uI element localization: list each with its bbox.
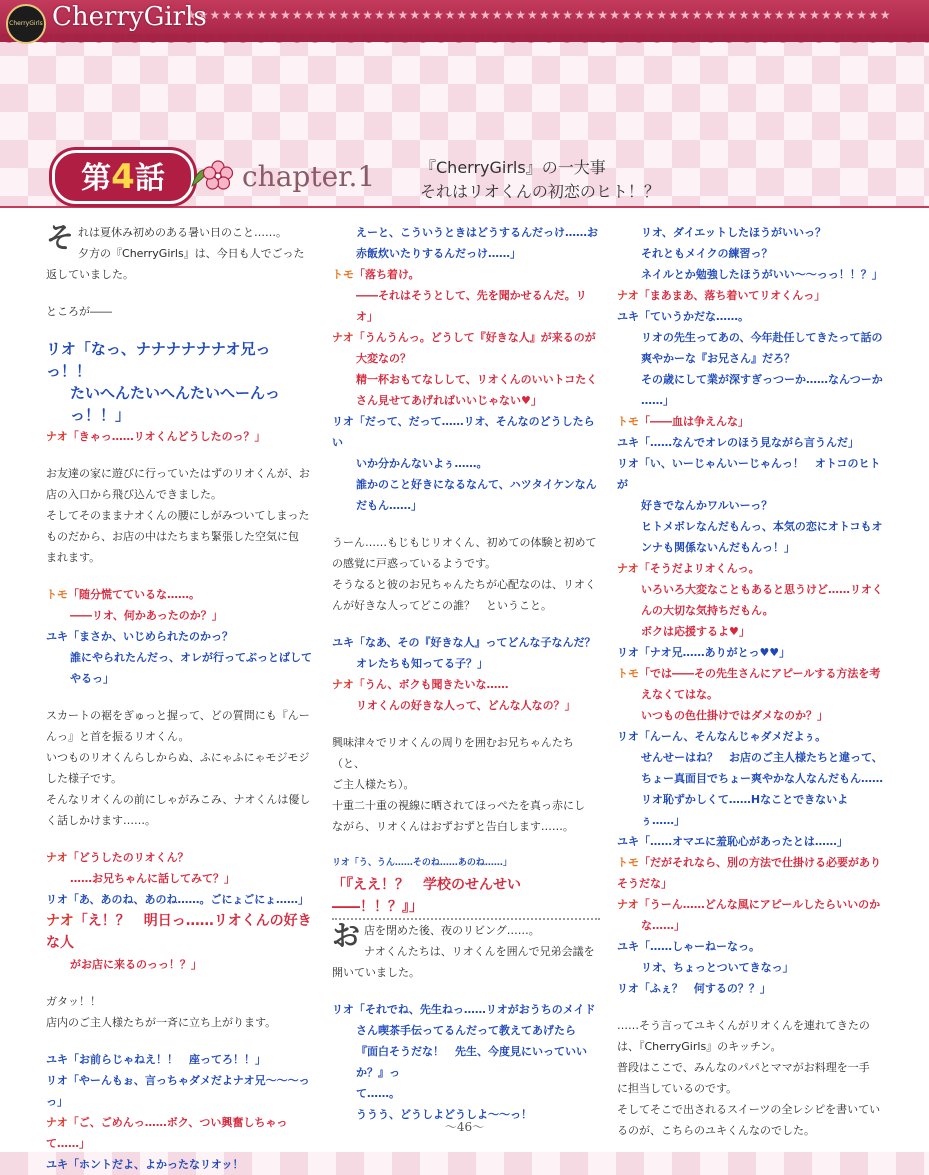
line-text: いろいろ大変なこともあると思うけど……リオく xyxy=(641,583,883,596)
line-text: 返していました。 xyxy=(46,268,134,281)
text-line xyxy=(332,285,600,327)
line-text: 「……オマエに羞恥心があったとは……」 xyxy=(639,835,848,848)
text-line xyxy=(617,537,885,558)
text-line xyxy=(332,732,600,774)
badge-prefix: 第 xyxy=(81,161,112,196)
speaker-label: ナオ xyxy=(617,562,639,575)
text-line xyxy=(46,301,314,322)
line-text: 店を閉めた後、夜のリビング……。 xyxy=(364,924,540,937)
line-text: に担当しているのです。 xyxy=(617,1082,738,1095)
header-scallop xyxy=(0,34,929,50)
text-line xyxy=(617,831,885,852)
text-line xyxy=(617,558,885,579)
speaker-label: ナオ xyxy=(332,331,354,344)
text-line xyxy=(46,526,314,547)
text-line xyxy=(617,705,885,726)
speaker-label: リオ xyxy=(332,858,350,868)
line-text: それともメイクの練習っ？ xyxy=(641,247,773,260)
line-text: ちょー真面目でちょー爽やかな人なんだもん…… xyxy=(641,772,883,785)
chapter-label: chapter.1 xyxy=(242,160,376,193)
line-text: せんせーはね？ お店のご主人様たちと違って、 xyxy=(641,751,883,764)
speaker-label: ユキ xyxy=(617,940,639,953)
text-line xyxy=(46,647,314,668)
line-text: な……」 xyxy=(641,919,685,932)
line-text: 開いていました。 xyxy=(332,966,420,979)
badge-suffix: 話 xyxy=(134,161,165,196)
text-line xyxy=(332,264,600,285)
text-line xyxy=(46,889,314,910)
text-line xyxy=(332,390,600,411)
text-line xyxy=(332,653,600,674)
text-line xyxy=(617,663,885,684)
text-line xyxy=(332,941,600,962)
text-line xyxy=(617,789,885,831)
text-line xyxy=(46,689,314,705)
line-text: れは夏休み初めのある暑い日のこと……。 xyxy=(78,226,288,239)
text-line xyxy=(332,1041,600,1083)
line-text: 「え！？ 明日っ……リオくんの好きな人 xyxy=(46,913,312,951)
text-line xyxy=(46,954,314,975)
text-line xyxy=(46,584,314,605)
text-line xyxy=(332,774,600,795)
text-line xyxy=(46,747,314,768)
line-text: ネイルとか勉強したほうがいい～～っっ！！？」 xyxy=(641,268,883,281)
line-text: ながら、リオくんはおずおずと告白します……。 xyxy=(332,820,574,833)
line-text: 「それでね、先生ねっ……リオがおうちのメイド xyxy=(353,1003,596,1016)
line-text: 爽やかーな『お兄さん』だろ？ xyxy=(641,352,795,365)
line-text: たいへんたいへんたいへーんっっ！！」 xyxy=(70,384,281,424)
text-line xyxy=(617,852,885,894)
text-line xyxy=(332,595,600,616)
text-line xyxy=(46,810,314,831)
line-text: 「ふぇ？ 何するの？？」 xyxy=(638,982,771,995)
text-line xyxy=(617,579,885,600)
line-text: 「……しゃーねーなっ。 xyxy=(639,940,760,953)
text-line xyxy=(46,322,314,338)
line-text: ……」 xyxy=(641,394,674,407)
text-line xyxy=(46,264,314,285)
text-line xyxy=(617,327,885,348)
text-line xyxy=(332,495,600,516)
text-line xyxy=(46,868,314,889)
line-text: 「まさか、いじめられたのかっ？ xyxy=(68,630,233,643)
text-line xyxy=(46,847,314,868)
speaker-label: ユキ xyxy=(617,310,639,323)
text-line xyxy=(617,243,885,264)
line-text: んっ』と首を振るリオくん。 xyxy=(46,730,190,743)
text-line xyxy=(332,369,600,390)
speaker-label: トモ xyxy=(617,667,639,680)
line-text: 「そうだよリオくんっ。 xyxy=(638,562,760,575)
line-text: リオくんの好きな人って、どんな人なの？」 xyxy=(356,699,576,712)
speaker-label: リオ xyxy=(617,730,639,743)
line-text: リオ恥ずかしくて……Hなことできないよぅ……」 xyxy=(641,793,849,827)
speaker-label: ユキ xyxy=(46,630,68,643)
speaker-label: リオ xyxy=(46,340,76,358)
speaker-label: ナオ xyxy=(46,1116,68,1129)
line-text: 店内のご主人様たちが一斉に立ち上がります。 xyxy=(46,1016,277,1029)
text-line xyxy=(617,369,885,390)
line-text: 「まあまあ、落ち着いてリオくんっ」 xyxy=(638,289,826,302)
text-line xyxy=(332,411,600,453)
text-line xyxy=(46,382,314,426)
line-text: んが好きな人ってどこの誰？ ということ。 xyxy=(332,599,552,612)
text-line xyxy=(46,726,314,747)
line-text: ンナも関係ないんだもんっ！」 xyxy=(641,541,795,554)
text-line xyxy=(46,991,314,1012)
line-text: リオ、ダイエットしたほうがいいっ？ xyxy=(641,226,827,239)
text-line xyxy=(617,222,885,243)
text-line xyxy=(46,484,314,505)
text-line xyxy=(617,1036,885,1057)
text-line xyxy=(617,621,885,642)
line-text: 精一杯おもてなしして、リオくんのいいトコたく xyxy=(356,373,598,386)
speaker-label: リオ xyxy=(332,415,354,428)
text-line xyxy=(332,962,600,983)
line-text: 「うーん……どんな風にアピールしたらいいのか xyxy=(638,898,881,911)
text-line xyxy=(332,616,600,632)
line-text: 「ナオ兄……ありがとっ♥♥」 xyxy=(638,646,791,659)
line-text: いつものリオくんらしからぬ、ふにゃふにゃモジモジ xyxy=(46,751,310,764)
text-line xyxy=(332,532,600,553)
header-star-row: ★★★★★★★★★★★★★★★★★★★★★★★★★★★★★★★★★★★★★★★★★★★★★★★★★★★★★★★★★★★★ xyxy=(186,8,892,22)
text-line xyxy=(46,1049,314,1070)
line-text: スカートの裾をぎゅっと握って、どの質問にも『んー xyxy=(46,709,310,722)
speaker-label: リオ xyxy=(617,982,639,995)
line-text: ボクは応援するよ♥」 xyxy=(641,625,750,638)
speaker-label: リオ xyxy=(46,893,68,906)
line-text: いつもの色仕掛けではダメなのか？」 xyxy=(641,709,828,722)
text-line xyxy=(617,390,885,411)
text-line xyxy=(332,632,600,653)
text-line xyxy=(617,747,885,768)
speaker-label: ユキ xyxy=(617,436,639,449)
line-text: えーと、こういうときはどうするんだっけ……お xyxy=(356,226,598,239)
text-line xyxy=(617,768,885,789)
text-line xyxy=(46,338,314,382)
text-column-3 xyxy=(617,222,885,1141)
text-line xyxy=(46,975,314,991)
speaker-label: トモ xyxy=(617,415,639,428)
line-text: 興味津々でリオくんの周りを囲むお兄ちゃんたち（と、 xyxy=(332,736,574,770)
episode-badge xyxy=(52,150,194,204)
speaker-label: ナオ xyxy=(332,678,354,691)
text-line xyxy=(46,605,314,626)
text-line xyxy=(332,574,600,595)
text-line xyxy=(617,978,885,999)
line-text: 『面白そうだな！ 先生、今度見にいっていいか？』っ xyxy=(356,1045,587,1079)
line-text: 赤飯炊いたりするんだっけ……」 xyxy=(356,247,521,260)
text-line xyxy=(332,999,600,1020)
line-text: 「落ち着け。 xyxy=(354,268,420,281)
text-line xyxy=(332,695,600,716)
logo-text: CherryGirls xyxy=(52,2,207,32)
text-line xyxy=(617,1078,885,1099)
text-line xyxy=(332,222,600,243)
line-text: 「――血は争えんな」 xyxy=(639,415,749,428)
text-line xyxy=(617,894,885,915)
text-line xyxy=(46,768,314,789)
line-text: 夕方の『CherryGirls』は、今日も人でごった xyxy=(78,247,305,260)
line-text: 「う、うん……そのね……あのね……」 xyxy=(349,858,512,868)
text-line xyxy=(332,553,600,574)
text-line xyxy=(332,874,600,918)
line-text: した様子です。 xyxy=(46,772,123,785)
text-line xyxy=(617,516,885,537)
text-line xyxy=(46,1012,314,1033)
speaker-label: リオ xyxy=(46,1074,68,1087)
line-text: ガタッ！！ xyxy=(46,995,101,1008)
text-line xyxy=(46,243,314,264)
text-line xyxy=(617,306,885,327)
flower-icon xyxy=(188,156,236,196)
text-line xyxy=(332,327,600,348)
speaker-label: リオ xyxy=(617,646,639,659)
line-text: リオの先生ってあの、今年赴任してきたって話の xyxy=(641,331,883,344)
drop-cap: お xyxy=(332,919,361,952)
line-text: ナオくんたちは、リオくんを囲んで兄弟会議を xyxy=(364,945,595,958)
line-text: ……そう言ってユキくんがリオくんを連れてきたの xyxy=(617,1019,870,1032)
line-text: く話しかけます……。 xyxy=(46,814,156,827)
logo-emblem-text: CherryGirls xyxy=(9,20,43,27)
line-text: るのが、こちらのユキくんなのでした。 xyxy=(617,1124,815,1137)
line-text: 十重二十重の視線に晒されてほっぺたを真っ赤にし xyxy=(332,799,585,812)
line-text: 「では――その先生さんにアピールする方法を考 xyxy=(639,667,881,680)
text-line xyxy=(617,453,885,495)
speaker-label: ユキ xyxy=(46,1053,68,1066)
line-text: ヒトメボレなんだもんっ、本気の恋にオトコもオ xyxy=(641,520,883,533)
line-text: その歳にして業が深すぎっつーか……なんつーか xyxy=(641,373,883,386)
line-text: お友達の家に遊びに行っていたはずのリオくんが、お xyxy=(46,467,310,480)
line-text: 「あ、あのね、あのね……。ごにょごにょ……」 xyxy=(67,893,310,906)
badge-number: 4 xyxy=(111,157,135,197)
line-text: 「『ええ！？ 学校のせんせい――！！？』」 xyxy=(332,877,521,915)
text-line xyxy=(332,716,600,732)
text-line xyxy=(617,1015,885,1036)
text-line xyxy=(332,1020,600,1041)
text-line xyxy=(332,853,600,874)
page-number: ～46～ xyxy=(444,1120,485,1134)
line-text: 普段はここで、みんなのパパとママがお料理を一手 xyxy=(617,1061,870,1074)
speaker-label: ユキ xyxy=(46,1158,68,1171)
line-text: 「ホントだよ、よかったなリオッ！ xyxy=(68,1158,244,1171)
text-line xyxy=(46,789,314,810)
text-line xyxy=(617,726,885,747)
text-line xyxy=(332,474,600,495)
text-line xyxy=(617,915,885,936)
text-line xyxy=(617,1057,885,1078)
text-line xyxy=(332,1083,600,1104)
line-text: 「ていうかだな……。 xyxy=(639,310,749,323)
text-line xyxy=(617,642,885,663)
speaker-label: ナオ xyxy=(617,289,639,302)
line-text: さん見せてあげればいいじゃない♥」 xyxy=(356,394,542,407)
chapter-tagline xyxy=(420,156,660,204)
line-text: 誰にやられたんだっ、オレが行ってぶっとばして xyxy=(70,651,312,664)
line-text: えなくてはな。 xyxy=(641,688,718,701)
line-text: 「ご、ごめんっ……ボク、つい興奮しちゃって……」 xyxy=(46,1116,288,1150)
speaker-label: ナオ xyxy=(617,898,639,911)
line-text: 大変なの？ xyxy=(356,352,411,365)
text-line xyxy=(46,626,314,647)
tagline-line-1: 『CherryGirls』の一大事 xyxy=(420,158,606,177)
line-text: そうなると彼のお兄ちゃんたちが心配なのは、リオく xyxy=(332,578,596,591)
text-line xyxy=(46,1070,314,1112)
text-line xyxy=(332,516,600,532)
line-text: 店の入口から飛び込んできました。 xyxy=(46,488,222,501)
line-text: んの大切な気持ちだもん。 xyxy=(641,604,774,617)
text-line xyxy=(617,957,885,978)
line-text: 「……なんでオレのほう見ながら言うんだ」 xyxy=(639,436,859,449)
line-text: リオ、ちょっとついてきなっ」 xyxy=(641,961,794,974)
text-line xyxy=(617,264,885,285)
text-line xyxy=(332,816,600,837)
text-line xyxy=(617,495,885,516)
text-line xyxy=(617,999,885,1015)
text-line xyxy=(617,936,885,957)
text-line xyxy=(617,285,885,306)
text-line xyxy=(46,705,314,726)
line-text: 「どうしたのリオくん？ xyxy=(67,851,189,864)
text-column-2 xyxy=(332,222,600,1125)
drop-cap: そ xyxy=(46,221,75,254)
text-line xyxy=(46,285,314,301)
line-text: 「うんうんっ。どうして『好きな人』が来るのが xyxy=(353,331,596,344)
text-line xyxy=(617,411,885,432)
line-text: 「お前らじゃねえ！！ 座ってろ！！」 xyxy=(68,1053,266,1066)
line-text: そんなリオくんの前にしゃがみこみ、ナオくんは優し xyxy=(46,793,311,806)
speaker-label: リオ xyxy=(332,1003,354,1016)
line-text: 好きでなんかワルいーっ？ xyxy=(641,499,773,512)
text-line xyxy=(46,447,314,463)
line-text: やるっ」 xyxy=(70,672,114,685)
line-text: て……。 xyxy=(356,1087,400,1100)
line-text: 「い、いーじゃんいーじゃんっ！ オトコのヒトが xyxy=(617,457,881,491)
text-line xyxy=(46,831,314,847)
line-text: 「随分慌てているな……。 xyxy=(68,588,200,601)
text-line xyxy=(46,426,314,447)
text-column-1 xyxy=(46,222,314,1175)
line-text: ――それはそうとして、先を聞かせるんだ。リオ」 xyxy=(356,289,587,323)
line-text: ものだから、お店の中はたちまち緊張した空気に包 xyxy=(46,530,299,543)
text-line xyxy=(617,600,885,621)
line-text: オレたちも知ってる子？」 xyxy=(356,657,488,670)
text-line xyxy=(46,910,314,954)
speaker-label: トモ xyxy=(332,268,354,281)
line-text: は、『CherryGirls』のキッチン。 xyxy=(617,1040,782,1053)
text-line xyxy=(46,547,314,568)
text-line xyxy=(332,795,600,816)
line-text: だもん……」 xyxy=(356,499,422,512)
text-line xyxy=(46,505,314,526)
line-text: 「きゃっ……リオくんどうしたのっ？」 xyxy=(67,430,266,443)
speaker-label: ナオ xyxy=(46,851,68,864)
speaker-label: トモ xyxy=(617,856,639,869)
speaker-label: ナオ xyxy=(46,430,68,443)
text-line xyxy=(332,348,600,369)
line-text: ――リオ、何かあったのか？」 xyxy=(70,609,223,622)
text-line xyxy=(46,1154,314,1175)
text-line xyxy=(332,837,600,853)
text-line xyxy=(46,568,314,584)
line-text: そしてそこで出されるスイーツの全レシピを書いてい xyxy=(617,1103,881,1116)
line-text: 「やーんもぉ、言っちゃダメだよナオ兄～～～っっ」 xyxy=(46,1074,310,1108)
line-text: ところが―― xyxy=(46,305,112,318)
line-text: さん喫茶手伝ってるんだって教えてあげたら xyxy=(356,1024,576,1037)
line-text: 「んーん、そんなんじゃダメだよぅ。 xyxy=(638,730,827,743)
text-line xyxy=(46,463,314,484)
line-text: ……お兄ちゃんに話してみて？」 xyxy=(70,872,235,885)
logo-emblem xyxy=(6,4,46,44)
line-text: がお店に来るのっっ！？」 xyxy=(70,958,202,971)
speaker-label: リオ xyxy=(617,457,639,470)
line-text: 「うん、ボクも聞きたいな…… xyxy=(353,678,509,691)
speaker-label: ユキ xyxy=(332,636,354,649)
line-text: ううう、どうしよどうしよ～～っ！ xyxy=(356,1108,532,1121)
line-text: 「なっ、ナナナナナナオ兄っっ！！ xyxy=(46,340,271,380)
text-line xyxy=(617,684,885,705)
text-line xyxy=(46,668,314,689)
line-text: いか分かんないよぅ……。 xyxy=(356,457,488,470)
text-line xyxy=(46,1033,314,1049)
text-line xyxy=(332,243,600,264)
line-text: うーん……もじもじリオくん、初めての体験と初めて xyxy=(332,536,597,549)
speaker-label: ナオ xyxy=(46,913,74,929)
line-text: の感覚に戸惑っているようです。 xyxy=(332,557,497,570)
line-text: そしてそのままナオくんの腰にしがみついてしまった xyxy=(46,509,310,522)
text-line xyxy=(617,348,885,369)
line-text: ご主人様たち）。 xyxy=(332,778,415,791)
line-text: 「だがそれなら、別の方法で仕掛ける必要がありそうだな」 xyxy=(617,856,881,890)
line-text: 「なあ、その『好きな人』ってどんな子なんだ？ xyxy=(354,636,596,649)
text-line xyxy=(617,432,885,453)
text-line xyxy=(332,674,600,695)
text-line xyxy=(617,1099,885,1120)
tagline-line-2: それはリオくんの初恋のヒト！？ xyxy=(420,182,660,201)
line-text: 「だって、だって……リオ、そんなのどうしたらい xyxy=(332,415,595,449)
line-text: 誰かのこと好きになるなんて、ハツタイケンなん xyxy=(356,478,597,491)
speaker-label: ユキ xyxy=(617,835,639,848)
text-line xyxy=(332,453,600,474)
header-divider xyxy=(0,206,929,208)
speaker-label: トモ xyxy=(46,588,68,601)
line-text: まれます。 xyxy=(46,551,101,564)
text-line xyxy=(332,983,600,999)
